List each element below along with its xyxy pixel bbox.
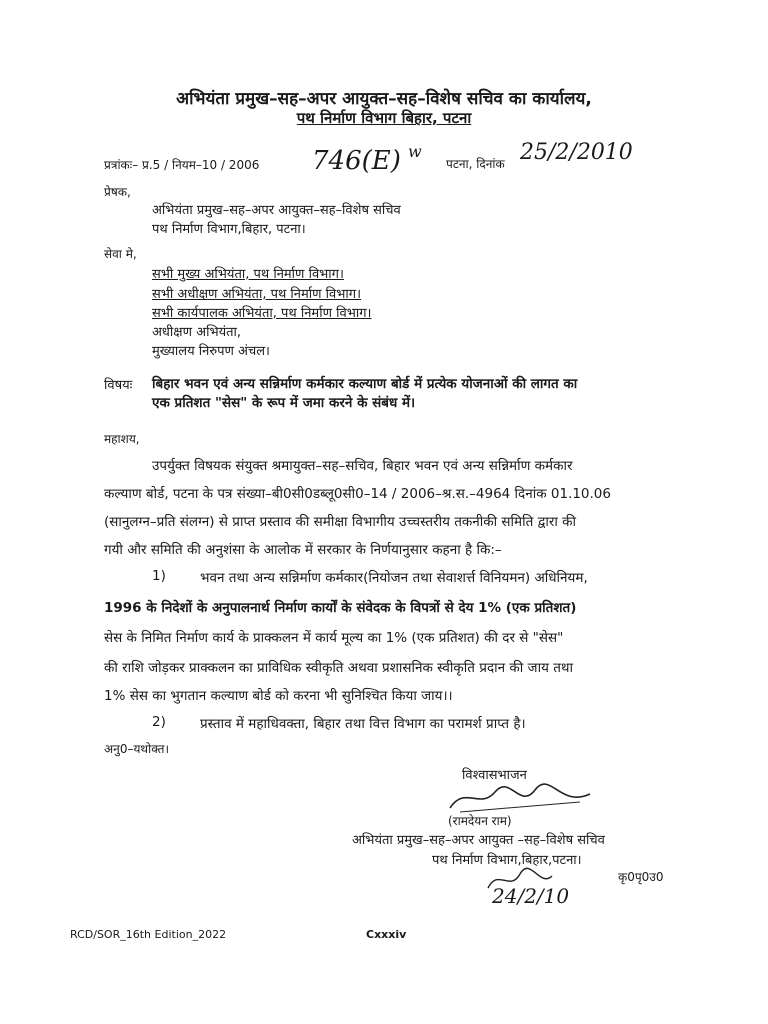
footer-edition: RCD/SOR_16th Edition_2022 [70, 928, 227, 941]
signature-designation-2: पथ निर्माण विभाग,बिहार,पटना। [432, 853, 582, 868]
handwritten-initials-date: 24/2/10 [492, 884, 570, 908]
handwritten-letter-number: 746(E) [312, 146, 401, 176]
body-p2-line-1: भवन तथा अन्य सन्निर्माण कर्मकार(नियोजन तथा सेवाशर्त्त विनियमन) अधिनियम, [200, 570, 588, 586]
point-1-number: 1) [152, 568, 166, 584]
recipients-label: सेवा मे, [104, 247, 137, 261]
subject-line-1: बिहार भवन एवं अन्य सन्निर्माण कर्मकार कल्याण बोर्ड में प्रत्येक योजनाओं की लागत का [152, 376, 578, 392]
sender-label: प्रेषक, [104, 185, 131, 199]
recipient-5: मुख्यालय निरुपण अंचल। [152, 344, 270, 359]
reference-number: प्रत्रांकः– प्र.5 / नियम–10 / 2006 [104, 158, 260, 172]
enclosure-note: अनु0–यथोक्त। [104, 742, 170, 756]
subject-line-2: एक प्रतिशत "सेस" के रूप में जमा करने के संबंध में। [152, 395, 416, 411]
recipient-3: सभी कार्यपालक अभियंता, पथ निर्माण विभाग। [152, 306, 372, 321]
body-p2-line-5: 1% सेस का भुगतान कल्याण बोर्ड को करना भी सुनिश्चित किया जाय।। [104, 688, 453, 704]
department-title [0, 108, 768, 128]
initials-scribble [480, 866, 560, 896]
handwritten-letter-suffix: w [408, 142, 422, 161]
body-p3: प्रस्ताव में महाधिवक्ता, बिहार तथा वित्त विभाग का परामर्श प्राप्त है। [200, 716, 526, 732]
body-p1-line-4: गयी और समिति की अनुशंसा के आलोक में सरकार के निर्णयानुसार कहना है कि:– [104, 542, 502, 558]
recipient-2: सभी अधीक्षण अभियंता, पथ निर्माण विभाग। [152, 287, 362, 302]
sender-line-2: पथ निर्माण विभाग,बिहार, पटना। [152, 222, 306, 237]
body-p2-line-3: सेस के निमित निर्माण कार्य के प्राक्कलन में कार्य मूल्य का 1% (एक प्रतिशत) की दर से "सेस" [104, 630, 564, 646]
body-p2-line-4: की राशि जोड़कर प्राक्कलन का प्राविधिक स्वीकृति अथवा प्रशासनिक स्वीकृति प्रदान की जाय तथा [104, 660, 574, 676]
body-p1-line-3: (सानुलग्न–प्रति संलग्न) से प्राप्त प्रस्ताव की समीक्षा विभागीय उच्चस्तरीय तकनीकी समिति द्वारा की [104, 514, 577, 530]
handwritten-date: 25/2/2010 [520, 140, 633, 165]
body-p2-line-2: 1996 के निदेशों के अनुपालनार्थ निर्माण कार्यों के संवेदक के विपत्रों से देय 1% (एक प्रतिशत) [104, 600, 577, 616]
patna-date-label: पटना, दिनांक [446, 157, 505, 171]
closing: विश्वासभाजन [462, 768, 527, 783]
signature-designation-1: अभियंता प्रमुख–सह–अपर आयुक्त –सह–विशेष सचिव [352, 833, 605, 848]
signatory-name: (रामदेयन राम) [448, 814, 512, 828]
subject-label: विषयः [104, 378, 133, 393]
footer-page-number: Cxxxiv [366, 928, 407, 941]
recipient-4: अधीक्षण अभियंता, [152, 325, 242, 340]
office-title: अभियंता प्रमुख–सह–अपर आयुक्त–सह–विशेष सचिव का कार्यालय, [176, 89, 592, 109]
salutation: महाशय, [104, 432, 140, 446]
continuation-code: कृ0पृ0उ0 [618, 870, 664, 884]
point-2-number: 2) [152, 714, 166, 730]
sender-line-1: अभियंता प्रमुख–सह–अपर आयुक्त–सह–विशेष सचिव [152, 203, 401, 218]
body-p1-line-1: उपर्युक्त विषयक संयुक्त श्रमायुक्त–सह–सचिव, बिहार भवन एवं अन्य सन्निर्माण कर्मकार [152, 458, 573, 474]
body-p1-line-2: कल्याण बोर्ड, पटना के पत्र संख्या–बी0सी0डब्लू0सी0–14 / 2006–श्र.स.–4964 दिनांक 01.10.06 [104, 486, 611, 502]
department-title-text: पथ निर्माण विभाग बिहार, पटना [296, 109, 472, 127]
recipient-1: सभी मुख्य अभियंता, पथ निर्माण विभाग। [152, 267, 344, 282]
